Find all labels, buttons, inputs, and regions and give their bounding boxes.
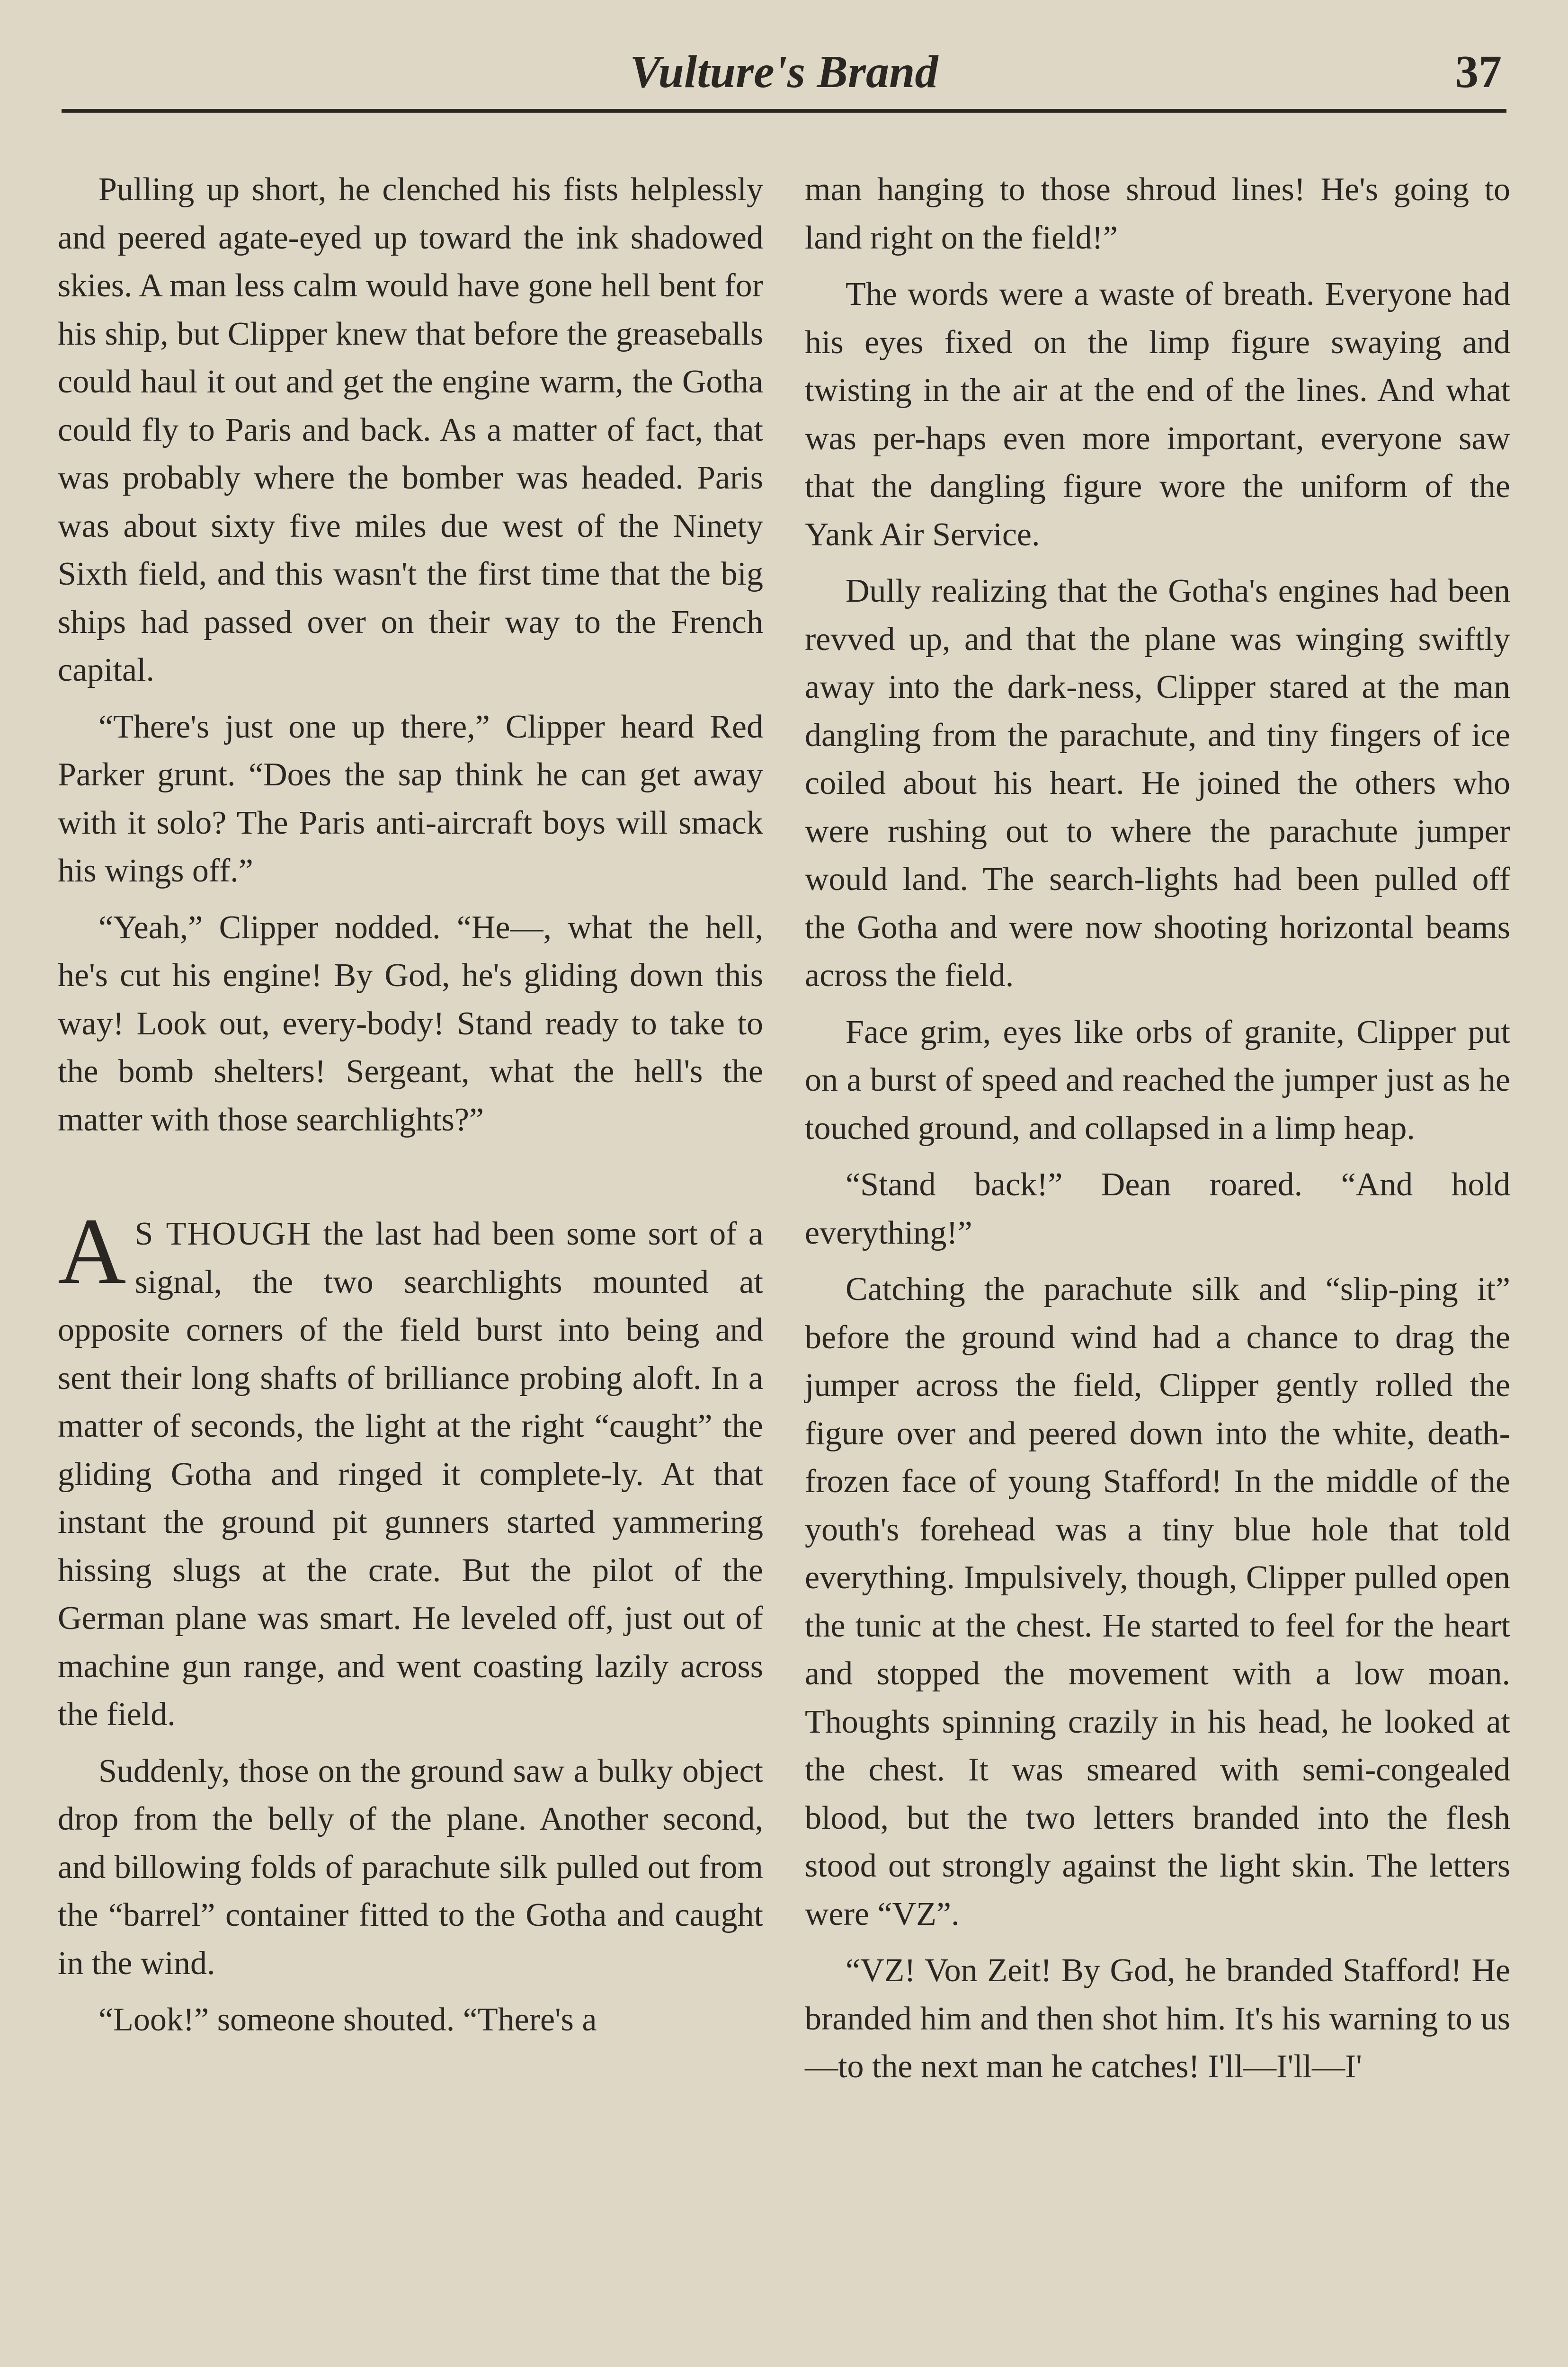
continued-paragraph: man hanging to those shroud lines! He's going to land right on the field!” — [805, 171, 1510, 256]
paragraph: “Look!” someone shouted. “There's a — [98, 2002, 597, 2038]
paragraph: The words were a waste of breath. Everyone had his eyes fixed on the limp figure swaying and twisting in the air at the end of the lines. And what was per-haps even more important, everyone saw that the dangling figure wore the uniform of the Yank Air Service. — [805, 276, 1510, 553]
paragraph-text: the last had been some sort of a signal, the two searchlights mounted at opposite corners of the field burst into being and sent their long shafts of brilliance probing aloft. In a matter of seconds, the light at the right “caught” the gliding Gotha and ringed it complete-ly. At that instant the ground pit gunners started yammering hissing slugs at the crate. But the pilot of the German plane was smart. He leveled off, just out of machine gun range, and went coasting lazily across the field. — [58, 1216, 764, 1733]
paragraph: Dully realizing that the Gotha's engines had been revved up, and that the plane was winging swiftly away into the dark-ness, Clipper stared at the man dangling from the parachute, and tiny fingers of ice coiled about his heart. He joined the others who were rushing out to where the parachute jumper would land. The search-lights had been pulled off the Gotha and were now shooting horizontal beams across the field. — [805, 573, 1510, 994]
paragraph: Catching the parachute silk and “slip-ping it” before the ground wind had a chance to drag the jumper across the field, Clipper gently rolled the figure over and peered down into the white, death-frozen face of young Stafford! In the middle of the youth's forehead was a tiny blue hole that told everything. Impulsively, though, Clipper pulled open the tunic at the chest. He started to feel for the heart and stopped the movement with a low moan. Thoughts spinning crazily in his head, he looked at the chest. It was smeared with semi-congealed blood, but the two letters branded into the flesh stood out strongly against the light skin. The letters were “VZ”. — [805, 1271, 1510, 1932]
lead-in-caps: S THOUGH — [134, 1216, 312, 1252]
left-column — [58, 166, 763, 2053]
paragraph: “There's just one up there,” Clipper heard Red Parker grunt. “Does the sap think he can get away with it solo? The Paris anti-aircraft boys will smack his wings off.” — [58, 708, 763, 889]
right-column — [805, 166, 1510, 2100]
paragraph: Pulling up short, he clenched his fists helplessly and peered agate-eyed up toward the ink shadowed skies. A man less calm would have gone hell bent for his ship, but Clipper knew that before the greaseballs could haul it out and get the engine warm, the Gotha could fly to Paris and back. As a matter of fact, that was probably where the bomber was headed. Paris was about sixty five miles due west of the Ninety Sixth field, and this wasn't the first time that the big ships had passed over on their way to the French capital. — [58, 171, 763, 688]
drop-cap: A — [58, 1199, 126, 1304]
section-opening-paragraph — [58, 1199, 764, 1739]
running-header — [62, 43, 1506, 113]
paragraph: “Yeah,” Clipper nodded. “He—, what the hell, he's cut his engine! By God, he's gliding down this way! Look out, every-body! Stand ready to take to the bomb shelters! Sergeant, what the hell's the matter with those searchlights?” — [58, 909, 763, 1138]
page-number: 37 — [1455, 46, 1502, 98]
paragraph: Suddenly, those on the ground saw a bulky object drop from the belly of the plane. Another second, and billowing folds of parachute silk pulled out from the “barrel” container fitted to the Gotha and caught in the wind. — [58, 1753, 763, 1982]
paragraph: “Stand back!” Dean roared. “And hold everything!” — [805, 1166, 1510, 1251]
paragraph: Face grim, eyes like orbs of granite, Clipper put on a burst of speed and reached the jumper just as he touched ground, and collapsed in a limp heap. — [805, 1014, 1510, 1147]
running-title: Vulture's Brand — [630, 46, 938, 98]
paragraph: “VZ! Von Zeit! By God, he branded Stafford! He branded him and then shot him. It's his warning to us—to the next man he catches! I'll—I'll—I' — [805, 1952, 1510, 2085]
